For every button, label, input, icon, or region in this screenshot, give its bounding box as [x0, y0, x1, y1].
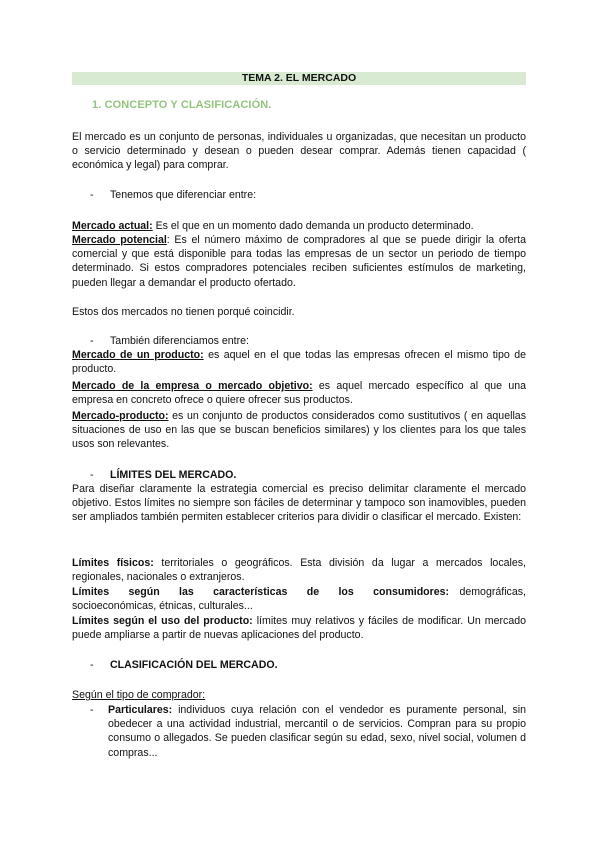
term-text: demográficas, socioeconómicas, étnicas, culturales...	[72, 586, 526, 613]
particulares-paragraph	[108, 703, 526, 760]
term-label: Límites según el uso del producto:	[72, 615, 253, 627]
bullet-dash: -	[90, 469, 94, 481]
limites-intro-paragraph: Para diseñar claramente la estrategia comercial es preciso delimitar claramente el mercado objetivo. Estos límites no siempre son fáciles de determinar y tampoco son inamovibles, pueden ser ampliados también permiten establecer criterios para dividir o clasificar el mercado. Existen:	[72, 483, 526, 524]
term-text: : Es el número máximo de compradores al que se puede dirigir la oferta comercial y que está disponible para todas las empresas de un sector un periodo de tiempo determinado. Si estos compradores potenciales reciben suficientes estímulos de marketing, pueden llegar a demandar el producto ofertado.	[72, 234, 526, 289]
term-text: territoriales o geográficos. Esta división da lugar a mercados locales, regionales, nacionales o extranjeros.	[72, 557, 526, 584]
subheading-text: Según el tipo de comprador:	[72, 689, 206, 701]
term-label: Particulares:	[108, 704, 173, 716]
bullet-dash: -	[90, 189, 94, 201]
intro-paragraph: El mercado es un conjunto de personas, individuales u organizadas, que necesitan un producto o servicio determinado y desean o pueden desear comprar. Además tienen capacidad ( económica y legal) para comprar.	[72, 131, 526, 172]
term-text: es aquel mercado específico al que una empresa en concreto ofrece o quiere ofrecer sus productos.	[72, 380, 526, 407]
bullet-text: Tenemos que diferenciar entre:	[110, 189, 257, 201]
bullet-dash: -	[90, 704, 94, 716]
document-title: TEMA 2. EL MERCADO	[72, 72, 526, 85]
term-label: Límites físicos:	[72, 557, 154, 569]
term-label: Mercado de la empresa o mercado objetivo:	[72, 380, 313, 392]
term-label: Mercado de un producto:	[72, 349, 204, 361]
limites-consumidores-paragraph	[72, 585, 526, 613]
term-text: es aquel en el que todas las empresas ofrecen el mismo tipo de producto.	[72, 349, 527, 376]
clasificacion-heading: CLASIFICACIÓN DEL MERCADO.	[110, 659, 278, 671]
bullet-text: También diferenciamos entre:	[110, 335, 249, 347]
term-label: Mercado actual:	[72, 220, 153, 232]
segun-tipo-comprador	[72, 688, 526, 702]
no-coincidir-paragraph: Estos dos mercados no tienen porqué coincidir.	[72, 306, 295, 318]
term-text: individuos cuya relación con el vendedor es puramente personal, sin obedecer a una actividad industrial, mercantil o de servicios. Compran para su propio consumo o allegados. Se pueden clasificar según su edad, sexo, nivel social, volumen d compras...	[108, 704, 526, 759]
bullet-dash: -	[90, 659, 94, 671]
mercado-producto2-paragraph	[72, 409, 526, 452]
term-label: Límites según las características de los consumidores:	[72, 586, 450, 598]
limites-heading: LÍMITES DEL MERCADO.	[110, 469, 237, 481]
section-heading: 1. CONCEPTO Y CLASIFICACIÓN.	[92, 99, 272, 111]
limites-fisicos-paragraph	[72, 556, 526, 584]
mercado-potencial-paragraph	[72, 233, 526, 290]
term-label: Mercado-producto:	[72, 410, 169, 422]
term-label: Mercado potencial	[72, 234, 167, 246]
term-text: límites muy relativos y fáciles de modificar. Un mercado puede ampliarse a partir de nuevas aplicaciones del producto.	[72, 615, 526, 642]
mercado-producto-paragraph	[72, 348, 526, 376]
term-text: es un conjunto de productos considerados como sustitutivos ( en aquellas situaciones de uso en las que se buscan beneficios similares) y los clientes para los que tales usos son relevantes.	[72, 410, 526, 451]
mercado-empresa-paragraph	[72, 379, 526, 407]
bullet-dash: -	[90, 335, 94, 347]
limites-uso-paragraph	[72, 614, 526, 642]
mercado-actual-paragraph	[72, 219, 526, 233]
term-text: Es el que en un momento dado demanda un producto determinado.	[152, 220, 474, 232]
